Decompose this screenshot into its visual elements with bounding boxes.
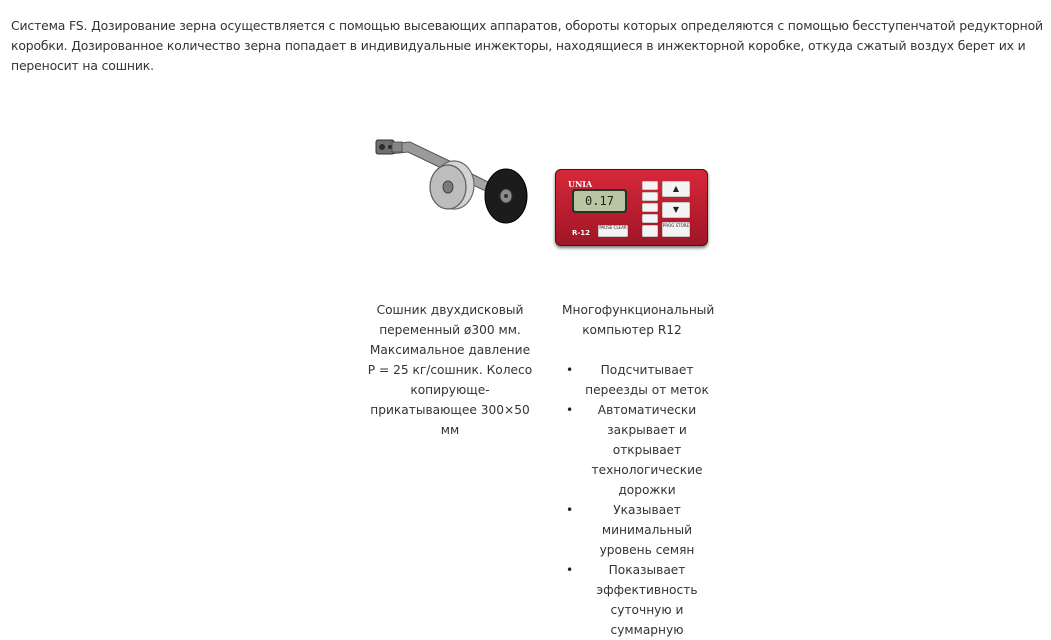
bullet-icon: • xyxy=(566,363,574,377)
device-logo: UNIA xyxy=(568,179,593,189)
feature-item xyxy=(566,560,714,640)
intro-paragraph: Система FS. Дозирование зерна осуществляется с помощью высевающих аппаратов, обороты которых определяются с помощью бесступенчатой редукторной коробки. Дозированное количество зерна попадает в индивидуальные инжекторы, находящиеся в инжекторной коробке, откуда сжатый воздух берет их и переносит на сошник. xyxy=(11,18,1043,73)
device-key-small-5 xyxy=(642,225,658,237)
computer-r12-image xyxy=(555,169,708,246)
feature-text: Автоматически закрывает и открывает технологические дорожки xyxy=(591,403,703,497)
feature-item xyxy=(566,500,714,560)
device-key-small-4 xyxy=(642,214,658,223)
bullet-icon: • xyxy=(566,563,574,577)
device-key-small-3 xyxy=(642,203,658,212)
computer-caption: Многофункциональный компьютер R12 xyxy=(562,303,715,337)
device-model-label: R-12 xyxy=(572,229,591,237)
bullet-icon: • xyxy=(566,503,574,517)
computer-feature-list xyxy=(566,360,714,640)
feature-text: Показывает эффективность суточную и суммарную xyxy=(596,563,698,637)
device-key-small-2 xyxy=(642,192,658,201)
device-key-up: ▲ xyxy=(662,181,690,197)
device-key-down: ▼ xyxy=(662,202,690,218)
device-key-pause: PAUSE CLEAR xyxy=(598,225,628,237)
device-key-small-1 xyxy=(642,181,658,190)
coulter-image xyxy=(368,130,532,226)
feature-item xyxy=(566,360,714,400)
feature-text: Указывает минимальный уровень семян xyxy=(599,503,695,557)
device-display-value: 0.17 xyxy=(574,191,625,211)
feature-item xyxy=(566,400,714,500)
device-key-prog: PROG STORE xyxy=(662,222,690,237)
coulter-caption: Сошник двухдисковый переменный ø300 мм. Максимальное давление P = 25 кг/сошник. Колесо копирующе-прикатывающее 300×50 мм xyxy=(367,303,533,437)
feature-text: Подсчитывает переезды от меток xyxy=(585,363,709,397)
device-display xyxy=(572,189,627,213)
bullet-icon: • xyxy=(566,403,574,417)
